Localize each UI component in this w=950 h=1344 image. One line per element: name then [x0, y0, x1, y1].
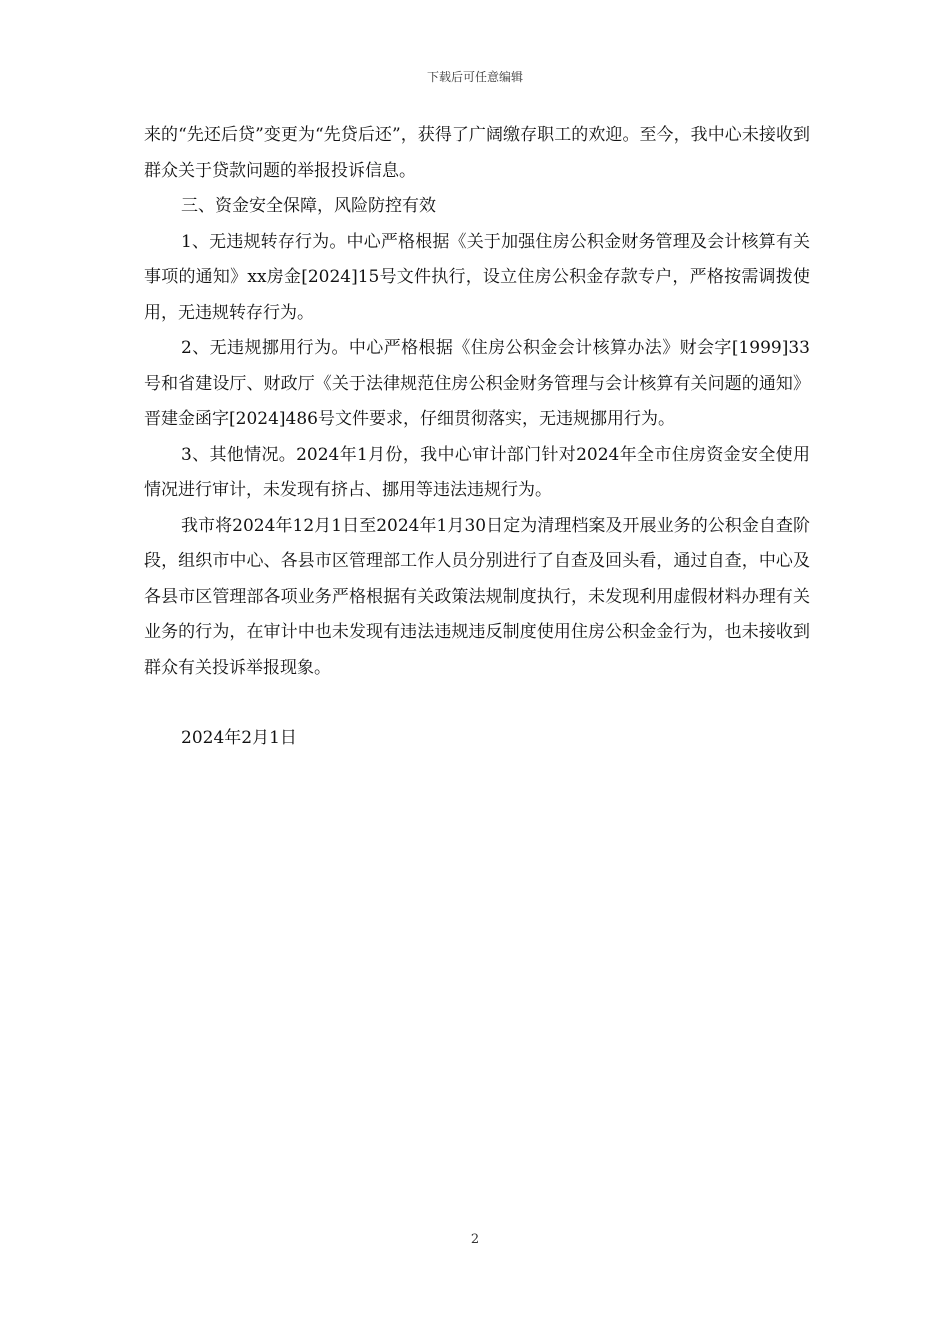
paragraph-item-3: 3、其他情况。2024年1月份，我中心审计部门针对2024年全市住房资金安全使用情况进行审计，未发现有挤占、挪用等违法违规行为。 [144, 444, 810, 500]
document-date: 2024年2月1日 [181, 728, 297, 748]
paragraph-continuation: 来的“先还后贷”变更为“先贷后还”，获得了广阔缴存职工的欢迎。至今，我中心未接收到群众关于贷款问题的举报投诉信息。 [144, 125, 810, 181]
paragraph-item-2: 2、无违规挪用行为。中心严格根据《住房公积金会计核算办法》财会字[1999]33号和省建设厅、财政厅《关于法律规范住房公积金财务管理与会计核算有关问题的通知》晋建金函字[2024]486号文件要求，仔细贯彻落实，无违规挪用行为。 [144, 338, 810, 429]
paragraph-item-1: 1、无违规转存行为。中心严格根据《关于加强住房公积金财务管理及会计核算有关事项的通知》xx房金[2024]15号文件执行，设立住房公积金存款专户，严格按需调拨使用，无违规转存行为。 [144, 231, 810, 323]
page-number: 2 [470, 1232, 480, 1247]
document-body [144, 118, 810, 757]
paragraph-summary: 我市将2024年12月1日至2024年1月30日定为清理档案及开展业务的公积金自查阶段，组织市中心、各县市区管理部工作人员分别进行了自查及回头看，通过自查，中心及各县市区管理部各项业务严格根据有关政策法规制度执行，未发现利用虚假材料办理有关业务的行为，在审计中也未发现有违法违规违反制度使用住房公积金金行为，也未接收到群众有关投诉举报现象。 [144, 515, 810, 678]
page-header: 下载后可任意编辑 [426, 70, 523, 84]
section-heading: 三、资金安全保障，风险防控有效 [181, 196, 436, 216]
